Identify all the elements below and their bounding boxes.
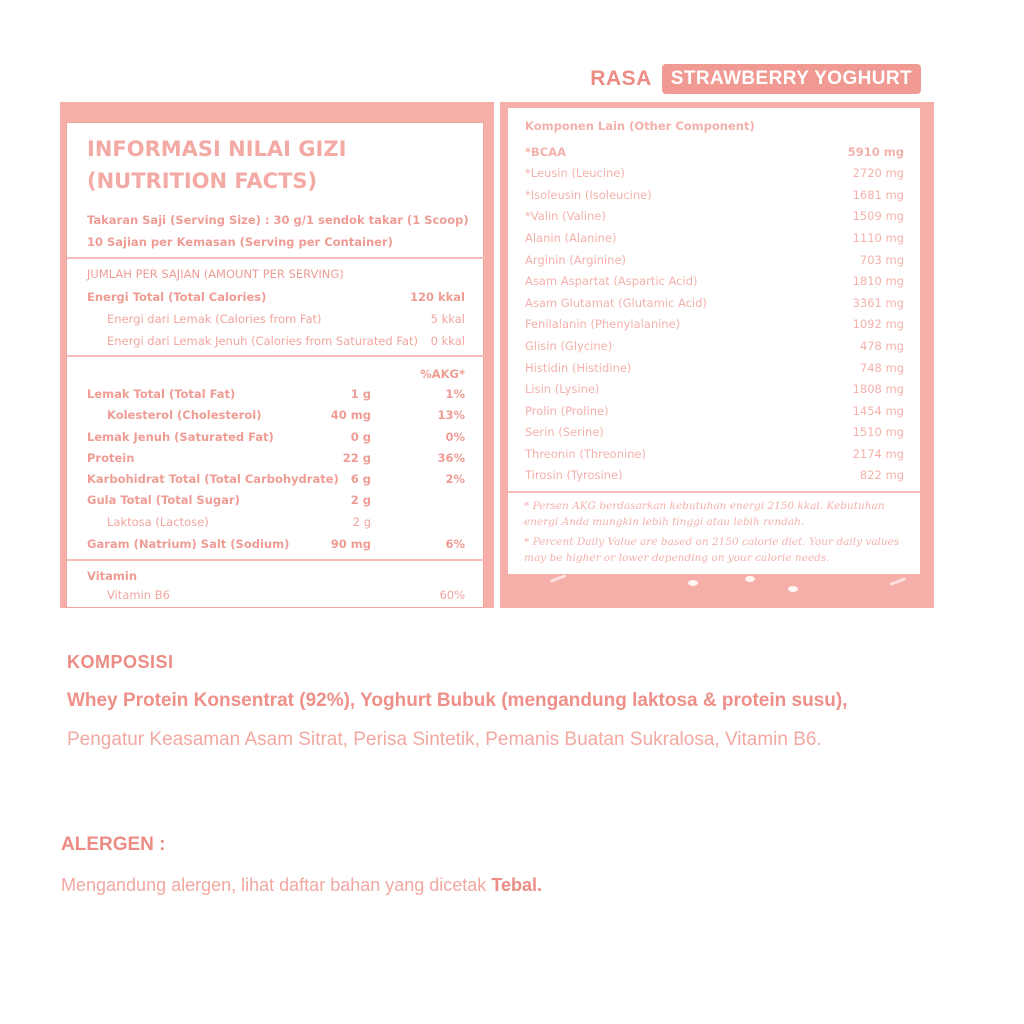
nutrition-title <box>87 133 346 197</box>
nutrient-label: Karbohidrat Total (Total Carbohydrate) <box>87 472 339 486</box>
nutrient-label: Lemak Total (Total Fat) <box>87 387 236 401</box>
component-value: 3361 mg <box>852 296 904 310</box>
allergen-bold-word: Tebal. <box>491 875 542 895</box>
nutrient-label: Protein <box>87 451 135 465</box>
component-label: Alanin (Alanine) <box>525 231 617 245</box>
vitamin-label: Vitamin B6 <box>107 588 170 602</box>
divider <box>67 257 485 259</box>
nutrient-akg: 2% <box>445 472 465 486</box>
component-label: Tirosin (Tyrosine) <box>525 468 623 482</box>
decoration <box>788 586 798 592</box>
akg-note-en: * Percent Daily Value are based on 2150 calorie diet. Your daily values may be higher or lower depending on your calorie needs. <box>524 536 900 564</box>
component-label: Serin (Serine) <box>525 425 604 439</box>
nutrient-akg: 36% <box>437 451 465 465</box>
nutrient-amount: 6 g <box>350 472 371 486</box>
component-value: 1110 mg <box>852 231 904 245</box>
nutrient-amount: 0 g <box>350 430 371 444</box>
nutrient-label: Gula Total (Total Sugar) <box>87 493 240 507</box>
component-value: 822 mg <box>859 468 904 482</box>
akg-header: %AKG* <box>420 367 465 381</box>
component-value: 2174 mg <box>852 447 904 461</box>
akg-note-id: * Persen AKG berdasarkan kebutuhan energi 2150 kkal. Kebutuhan energi Anda mungkin lebih tinggi atau lebih rendah. <box>524 500 885 528</box>
component-value: 1808 mg <box>852 382 904 396</box>
component-value: 703 mg <box>859 253 904 267</box>
divider <box>508 491 920 493</box>
nutrient-label: Kolesterol (Cholesterol) <box>107 408 262 422</box>
divider <box>67 559 485 561</box>
component-value: 1510 mg <box>852 425 904 439</box>
energy-fat-label: Energi dari Lemak (Calories from Fat) <box>107 312 322 326</box>
energy-total-value: 120 kkal <box>409 290 465 304</box>
component-label: Threonin (Threonine) <box>525 447 647 461</box>
composition-bold-ingredients: Whey Protein Konsentrat (92%), Yoghurt Bubuk (mengandung laktosa & protein susu), <box>67 690 848 711</box>
vitamin-header: Vitamin <box>87 569 138 583</box>
component-value: 1810 mg <box>852 274 904 288</box>
component-label: *Valin (Valine) <box>525 209 606 223</box>
decoration <box>745 576 755 582</box>
flavor-row <box>590 64 921 94</box>
component-value: 2720 mg <box>852 166 904 180</box>
components-header: Komponen Lain (Other Component) <box>525 119 755 133</box>
decoration <box>890 577 906 585</box>
energy-satfat-value: 0 kkal <box>430 334 465 348</box>
nutrition-title-line2: (NUTRITION FACTS) <box>87 169 318 193</box>
nutrient-amount: 2 g <box>352 515 371 529</box>
component-label: Fenilalanin (Phenylalanine) <box>525 317 681 331</box>
amount-header: JUMLAH PER SAJIAN (AMOUNT PER SERVING) <box>87 267 344 281</box>
allergen-text <box>61 875 542 896</box>
allergen-title: ALERGEN : <box>61 834 166 855</box>
flavor-label: RASA <box>590 67 652 90</box>
nutrition-facts-panel <box>60 102 494 608</box>
divider <box>67 355 485 357</box>
vitamin-akg: 60% <box>439 588 465 602</box>
other-component-panel <box>500 102 934 608</box>
nutrient-label: Lemak Jenuh (Saturated Fat) <box>87 430 274 444</box>
decoration <box>688 580 698 586</box>
nutrient-label: Laktosa (Lactose) <box>107 515 209 529</box>
component-value: 1092 mg <box>852 317 904 331</box>
nutrition-facts-inner <box>66 122 484 608</box>
component-value: 5910 mg <box>847 145 904 159</box>
component-label: Glisin (Glycine) <box>525 339 613 353</box>
component-label: Asam Glutamat (Glutamic Acid) <box>525 296 707 310</box>
nutrient-akg: 0% <box>445 430 465 444</box>
component-value: 1681 mg <box>852 188 904 202</box>
component-label: *Leusin (Leucine) <box>525 166 625 180</box>
nutrient-label: Garam (Natrium) Salt (Sodium) <box>87 537 290 551</box>
serving-size: Takaran Saji (Serving Size) : 30 g/1 sendok takar (1 Scoop) <box>87 213 469 227</box>
allergen-text-body: Mengandung alergen, lihat daftar bahan yang dicetak <box>61 875 492 895</box>
nutrition-title-line1: INFORMASI NILAI GIZI <box>87 137 347 161</box>
nutrient-amount: 40 mg <box>330 408 371 422</box>
nutrient-amount: 1 g <box>350 387 371 401</box>
nutrient-akg: 6% <box>445 537 465 551</box>
energy-fat-value: 5 kkal <box>430 312 465 326</box>
component-value: 1509 mg <box>852 209 904 223</box>
decoration <box>550 574 566 582</box>
flavor-badge: STRAWBERRY YOGHURT <box>662 64 921 94</box>
component-label: *BCAA <box>525 145 567 159</box>
component-label: *Isoleusin (Isoleucine) <box>525 188 652 202</box>
nutrient-akg: 13% <box>437 408 465 422</box>
nutrient-amount: 90 mg <box>330 537 371 551</box>
energy-satfat-label: Energi dari Lemak Jenuh (Calories from Saturated Fat) <box>107 334 418 348</box>
component-label: Prolin (Proline) <box>525 404 609 418</box>
nutrient-amount: 22 g <box>342 451 371 465</box>
component-value: 748 mg <box>859 361 904 375</box>
component-label: Asam Aspartat (Aspartic Acid) <box>525 274 698 288</box>
composition-title: KOMPOSISI <box>67 652 174 672</box>
energy-total-label: Energi Total (Total Calories) <box>87 290 267 304</box>
nutrient-akg: 1% <box>445 387 465 401</box>
composition-plain-ingredients: Pengatur Keasaman Asam Sitrat, Perisa Sintetik, Pemanis Buatan Sukralosa, Vitamin B6. <box>67 729 822 750</box>
component-label: Lisin (Lysine) <box>525 382 600 396</box>
component-label: Arginin (Arginine) <box>525 253 627 267</box>
nutrient-amount: 2 g <box>350 493 371 507</box>
other-component-inner <box>508 108 920 574</box>
component-value: 478 mg <box>859 339 904 353</box>
component-value: 1454 mg <box>852 404 904 418</box>
component-label: Histidin (Histidine) <box>525 361 632 375</box>
servings-per-container: 10 Sajian per Kemasan (Serving per Container) <box>87 235 393 249</box>
